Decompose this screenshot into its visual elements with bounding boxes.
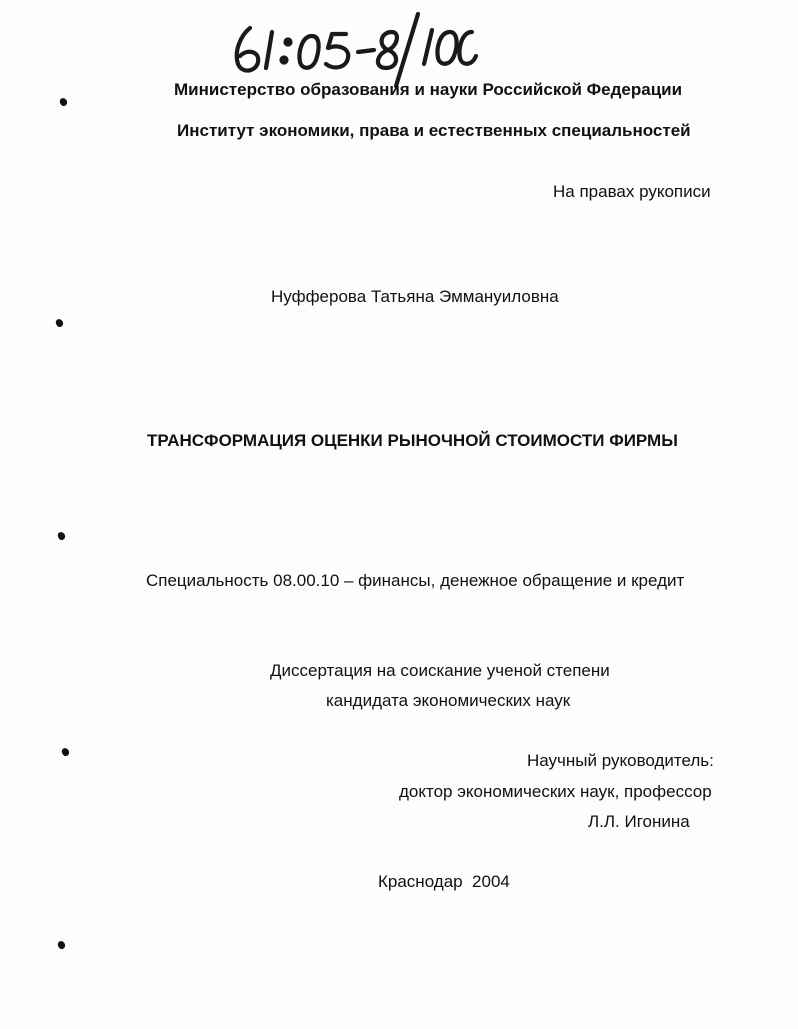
ministry-title: Министерство образования и науки Российской Федерации xyxy=(174,80,683,99)
handwritten-catalog-code xyxy=(228,8,478,90)
binding-mark xyxy=(59,97,68,107)
dissertation-title: ТРАНСФОРМАЦИЯ ОЦЕНКИ РЫНОЧНОЙ СТОИМОСТИ ФИРМЫ xyxy=(147,431,678,450)
binding-mark xyxy=(61,747,70,757)
degree-line-2: кандидата экономических наук xyxy=(326,691,571,710)
supervisor-label: Научный руководитель: xyxy=(527,751,714,770)
city-year: Краснодар 2004 xyxy=(378,872,510,891)
institute-title: Институт экономики, права и естественных специальностей xyxy=(177,121,691,140)
binding-mark xyxy=(57,940,66,950)
degree-line-1: Диссертация на соискание ученой степени xyxy=(270,661,610,680)
author-name: Нуфферова Татьяна Эммануиловна xyxy=(271,287,559,306)
supervisor-name: Л.Л. Игонина xyxy=(588,812,690,831)
binding-mark xyxy=(57,531,66,541)
binding-mark xyxy=(55,318,64,328)
supervisor-credentials: доктор экономических наук, профессор xyxy=(399,782,712,801)
specialty-line: Специальность 08.00.10 – финансы, денежное обращение и кредит xyxy=(146,571,685,590)
manuscript-rights-note: На правах рукописи xyxy=(553,182,711,201)
